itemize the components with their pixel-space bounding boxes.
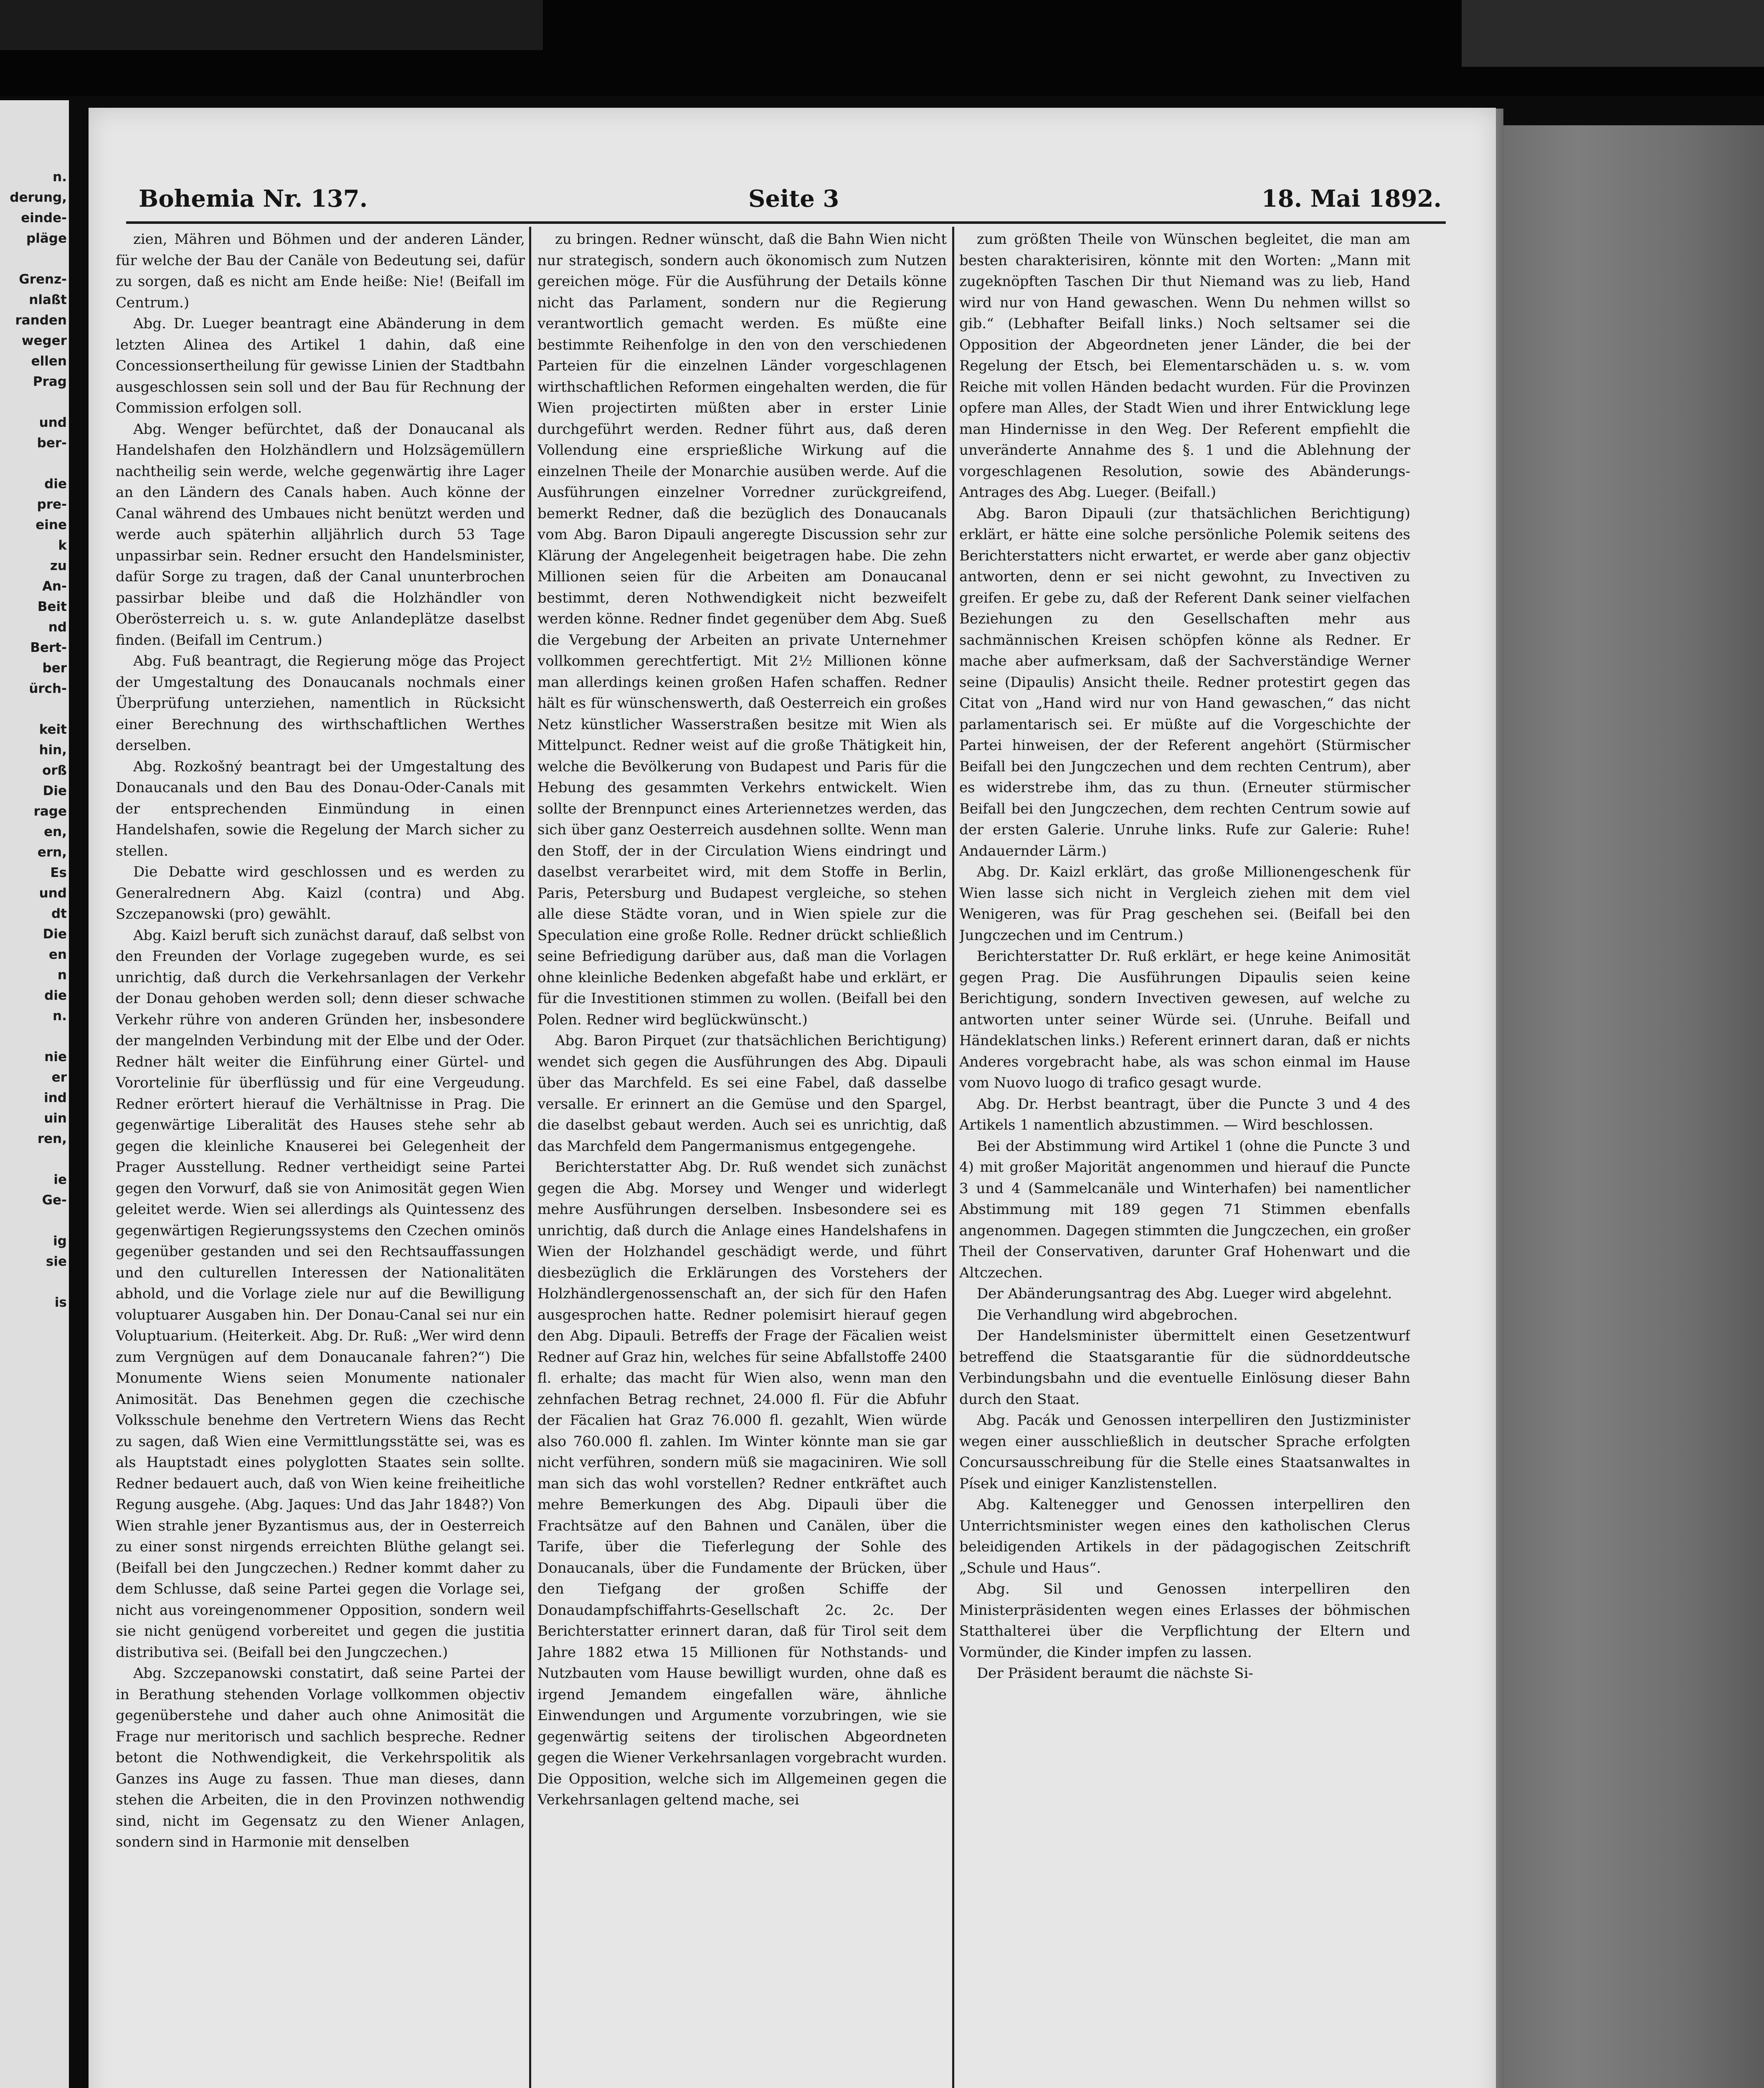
header-rule (126, 221, 1446, 224)
adjacent-page-line: die (44, 988, 67, 1003)
scan-top-shadow (0, 0, 543, 50)
adjacent-page-line: nd (48, 620, 67, 635)
article-paragraph: Abg. Baron Pirquet (zur thatsächlichen Berichtigung) wendet sich gegen die Ausführungen des Abg. Dipauli über das Marchfeld. Es sei eine Fabel, daß dasselbe versalle. Er erinnert an die Gemüse und den Spargel, die daselbst gebaut werden. Auch sei es unrichtig, daß das Marchfeld dem Pangermanismus entgegengehe. (537, 1032, 947, 1155)
text-column-3 (959, 229, 1410, 2088)
adjacent-page-line: Prag (33, 374, 67, 389)
column-divider-1 (529, 227, 531, 2088)
article-paragraph: Die Verhandlung wird abgebrochen. (977, 1306, 1238, 1323)
adjacent-page-line: randen (15, 313, 67, 328)
adjacent-page-line: er (51, 1070, 67, 1085)
adjacent-page-line (0, 1211, 67, 1231)
page-number: Seite 3 (748, 185, 839, 213)
article-paragraph: Abg. Dr. Herbst beantragt, über die Puncte 3 und 4 des Artikels 1 namentlich abzustimmen. — Wird beschlossen. (959, 1095, 1410, 1133)
article-paragraph: Abg. Sil und Genossen interpelliren den Ministerpräsidenten wegen eines Erlasses der böhmischen Statthalterei über die Verpflichtung der Eltern und Vormünder, die Kinder impfen zu lassen. (959, 1581, 1410, 1661)
article-paragraph: zu bringen. Redner wünscht, daß die Bahn Wien nicht nur strategisch, sondern auch ökonomisch zum Nutzen gereichen möge. Für die Ausführung der Details könne nicht das Parlament, sondern nur die Regierung verantwortlich gemacht werden. Es müßte eine bestimmte Reihenfolge in den von den verschiedenen Parteien für die einzelnen Länder vorgeschlagenen wirthschaftlichen Reformen eingehalten werden, die für Wien projectirten müßten aber in erster Linie durchgeführt werden. Redner führt aus, daß deren Vollendung eine ersprießliche Wirkung auf die einzelnen Theile der Monarchie ausüben werde. Auf die Ausführungen einzelner Vorredner zurückgreifend, bemerkt Redner, daß die bezüglich des Donaucanals vom Abg. Baron Dipauli angeregte Discussion sehr zur Klärung der Angelegenheit beigetragen habe. Die zehn Millionen seien für die Arbeiten am Donaucanal bestimmt, deren Nothwendigkeit nicht bezweifelt werden könne. Redner findet gegenüber dem Abg. Sueß die Vergebung der Arbeiten an private Unternehmer vollkommen gerechtfertigt. Mit 2½ Millionen könne man allerdings keinen großen Hafen schaffen. Redner hält es für wünschenswerth, daß Oesterreich ein großes Netz künstlicher Wasserstraßen besitze mit Wien als Mittelpunct. Redner weist auf die große Thätigkeit hin, welche die Bevölkerung von Budapest und Paris für die Hebung des gesammten Verkehrs entwickelt. Wien sollte der Brennpunct eines Arteriennetzes werden, das sich über ganz Oesterreich ausdehnen sollte. Wenn man den Stoff, der in der Circulation Wiens eindringt und daselbst verarbeitet wird, mit dem Stoffe in Berlin, Paris, Petersburg und Budapest vergleiche, so stehen alle diese Städte voran, und in Wien spiele zur die Speculation eine große Rolle. Redner drückt schließlich seine Befriedigung darüber aus, daß man die Vorlagen ohne kleinliche Bedenken abgefaßt habe und erklärt, er für die Investitionen stimmen zu wollen. (Beifall bei den Polen. Redner wird beglückwünscht.) (537, 231, 947, 1028)
adjacent-page-line: Die (43, 927, 67, 942)
article-paragraph: Abg. Kaltenegger und Genossen interpelliren den Unterrichtsminister wegen eines den katholischen Clerus beleidigenden Artikels in der pädagogischen Zeitschrift „Schule und Haus“. (959, 1496, 1410, 1576)
adjacent-page-line: dt (51, 906, 67, 921)
article-paragraph: Abg. Fuß beantragt, die Regierung möge das Project der Umgestaltung des Donaucanals nochmals einer Überprüfung unterziehen, namentlich in Rücksicht einer Berechnung des wirthschaftlichen Werthes derselben. (116, 653, 525, 754)
adjacent-page-line: n. (53, 170, 67, 185)
adjacent-page-line (0, 1026, 67, 1047)
adjacent-page-line: An- (42, 579, 67, 594)
adjacent-page-line: Beit (37, 599, 67, 614)
adjacent-page-line: nie (44, 1049, 67, 1064)
adjacent-page-line: hin, (39, 742, 67, 758)
adjacent-page-line: is (54, 1295, 67, 1310)
adjacent-page-line: pläge (26, 231, 67, 246)
adjacent-page-line: n (57, 968, 67, 983)
article-paragraph: Abg. Wenger befürchtet, daß der Donaucanal als Handelshafen den Holzhändlern und Holzsägemüllern nachtheilig sein werde, welche gegenwärtig ihre Lager an den Ländern des Canals haben. Auch könne der Canal während des Umbaues nicht benützt werden und werde auch späterhin alljährlich durch 53 Tage unpassirbar sein. Redner ersucht den Handelsminister, dafür Sorge zu tragen, daß der Canal ununterbrochen passirbar bleibe und daß die Holzhändler von Oberösterreich u. s. w. gute Anlandeplätze daselbst finden. (Beifall im Centrum.) (116, 421, 525, 649)
article-paragraph: zien, Mähren und Böhmen und der anderen Länder, für welche der Bau der Canäle von Bedeutung sei, dafür zu sorgen, daß es nicht am Ende heiße: Nie! (Beifall im Centrum.) (116, 231, 525, 311)
newspaper-page (89, 108, 1496, 2088)
adjacent-page-line: Die (43, 783, 67, 798)
adjacent-page-line: und (39, 886, 67, 901)
adjacent-page-line: ellen (31, 354, 67, 369)
adjacent-page-line: sie (46, 1254, 67, 1269)
scan-top-right-shadow (1462, 0, 1764, 67)
article-paragraph: Berichterstatter Dr. Ruß erklärt, er hege keine Animosität gegen Prag. Die Ausführungen Dipaulis seien keine Berichtigung, sondern Invectiven gewesen, auf welche zu antworten unter seiner Würde sei. (Unruhe. Beifall und Händeklatschen links.) Referent erinnert daran, daß er nichts Anderes vorgebracht habe, als was schon einmal im Hause vom Nuovo luogo di trafico gesagt wurde. (959, 948, 1410, 1091)
adjacent-page-line: weger (21, 333, 67, 348)
column-divider-2 (952, 227, 954, 2088)
adjacent-page-line: ie (53, 1172, 67, 1187)
adjacent-page-line (0, 392, 67, 413)
adjacent-page-line: keit (39, 722, 67, 737)
adjacent-page-line (0, 454, 67, 474)
article-paragraph: zum größten Theile von Wünschen begleitet, die man am besten charakterisiren, könnte mit den Worten: „Mann mit zugeknöpften Taschen Dir thut Niemand was zu lieb, Hand wird nur von Hand gewaschen. Wenn Du nehmen willst so gib.“ (Lebhafter Beifall links.) Noch seltsamer sei die Opposition der Abgeordneten jener Länder, die bei der Regelung der Etsch, bei Elementarschäden u. s. w. vom Reiche mit vollen Händen bedacht wurden. Für die Provinzen opfere man Alles, der Stadt Wien und ihrer Entwicklung lege man Hindernisse in den Weg. Der Referent empfiehlt die unveränderte Annahme des §. 1 und die Ablehnung der vorgeschlagenen Resolution, sowie des Abänderungs-Antrages des Abg. Lueger. (Beifall.) (959, 231, 1410, 501)
adjacent-page-line: ber- (37, 436, 67, 451)
adjacent-page-fragment (0, 100, 69, 2088)
article-paragraph: Abg. Szczepanowski constatirt, daß seine Partei der in Berathung stehenden Vorlage vollkommen objectiv gegenüberstehe und daher auch ohne Animosität die Frage nur meritorisch und sachlich bespreche. Redner betont die Nothwendigkeit, die Verkehrspolitik als Ganzes ins Auge zu fassen. Thue man dieses, dann stehen die Arbeiten, die in den Provinzen nothwendig sind, nicht im Gegensatz zu den Wiener Anlagen, sondern sind in Harmonie mit denselben (116, 1665, 525, 1850)
masthead-issue: Bohemia Nr. 137. (139, 185, 368, 213)
adjacent-page-text (0, 167, 67, 1313)
adjacent-page-line: rage (33, 804, 67, 819)
adjacent-page-line: und (39, 415, 67, 430)
adjacent-page-line: Grenz- (19, 272, 67, 287)
article-paragraph: Berichterstatter Abg. Dr. Ruß wendet sich zunächst gegen die Abg. Morsey und Wenger und widerlegt mehre Ausführungen derselben. Insbesondere sei es unrichtig, daß durch die Anlage eines Handelshafens in Wien der Holzhandel geschädigt werde, und führt diesbezüglich die Erklärungen des Vorstehers der Holzhändlergenossenschaft an, der sich für den Hafen ausgesprochen hatte. Redner polemisirt hierauf gegen den Abg. Dipauli. Betreffs der Frage der Fäcalien weist Redner auf Graz hin, welches für seine Abfallstoffe 2400 fl. erhalte; das macht für Wien also, wenn man den zehnfachen Betrag rechnet, 24.000 fl. Für die Abfuhr der Fäcalien hat Graz 76.000 fl. gezahlt, Wien würde also 760.000 fl. zahlen. Im Winter könnte man sie gar nicht verführen, sondern müß sie magaciniren. Wie soll man sich das wohl vorstellen? Redner entkräftet auch mehre Bemerkungen des Abg. Dipauli über die Frachtsätze auf den Bahnen und Canälen, über die Tarife, über die Tieferlegung der Sohle des Donaucanals, über die Fundamente der Brücken, über den Tiefgang der großen Schiffe der Donaudampfschiffahrts-Gesellschaft 2c. 2c. Der Berichterstatter erinnert daran, daß für Tirol seit dem Jahre 1882 etwa 15 Millionen für Nothstands- und Nutzbauten vom Hause bewilligt wurden, ohne daß es irgend Jemandem eingefallen wäre, ähnliche Einwendungen und Argumente vorzubringen, wie sie gegenwärtig seitens der tirolischen Abgeordneten gegen die Wiener Verkehrsanlagen vorgebracht wurden. Die Opposition, welche sich im Allgemeinen gegen die Verkehrsanlagen geltend mache, sei (537, 1159, 947, 1808)
adjacent-page-line: ern, (37, 845, 67, 860)
article-paragraph: Die Debatte wird geschlossen und es werden zu Generalrednern Abg. Kaizl (contra) und Abg. Szczepanowski (pro) gewählt. (116, 864, 525, 922)
adjacent-page-line: zu (50, 558, 67, 573)
adjacent-page-line: ig (53, 1234, 67, 1249)
article-paragraph: Bei der Abstimmung wird Artikel 1 (ohne die Puncte 3 und 4) mit großer Majorität angenommen und hierauf die Puncte 3 und 4 (Sammelcanäle und Winterhafen) bei namentlicher Abstimmung mit 189 gegen 71 Stimmen ebenfalls angenommen. Dagegen stimmten die Jungczechen, ein großer Theil der Conservativen, darunter Graf Hohenwart und die Altczechen. (959, 1138, 1410, 1281)
article-paragraph: Abg. Kaizl beruft sich zunächst darauf, daß selbst von den Freunden der Vorlage zugegeben wurde, es sei unrichtig, daß durch die Verkehrsanlagen der Verkehr der Donau gehoben werden soll; denn dieser schwache Verkehr rühre von anderen Gründen her, insbesondere der mangelnden Verbindung mit der Elbe und der Oder. Redner hält weiter die Einführung einer Gürtel- und Vorortelinie für überflüssig und für eine Vergeudung. Redner erörtert hierauf die Verhältnisse in Prag. Die gegenwärtige Liberalität des Hauses stehe sehr ab gegen die kleinliche Knauserei bei Gelegenheit der Prager Ausstellung. Redner vertheidigt seine Partei gegen den Vorwurf, daß sie von Animosität gegen Wien geleitet werde. Wien sei allerdings als Quintessenz des gegenwärtigen Regierungssystems den Czechen ominös gegenüber gestanden und sei den Rechtsauffassungen und den culturellen Interessen der Nationalitäten abhold, und die Vorlage ziele nur auf die Bewilligung voluptuarer Ausgaben hin. Der Donau-Canal sei nur ein Voluptuarium. (Heiterkeit. Abg. Dr. Ruß: „Wer wird denn zum Vergnügen auf dem Donaucanale fahren?“) Die Monumente Wiens seien Monumente nationaler Animosität. Das Benehmen gegen die czechische Volksschule benehme den Vertretern Wiens das Recht zu sagen, daß Wien eine Vermittlungsstätte sei, was es als Hauptstadt eines polyglotten Staates sein sollte. Redner bedauert auch, daß von Wien keine freiheitliche Regung ausgehe. (Abg. Jaques: Und das Jahr 1848?) Von Wien strahle jener Byzantismus aus, der in Oesterreich zu einer sonst nirgends erreichten Blüthe gelangt sei. (Beifall bei den Jungczechen.) Redner kommt daher zu dem Schlusse, daß seine Partei gegen die Vorlage sei, nicht aus voreingenommener Opposition, sondern weil sie nicht genügend vorbereitet und gegen die justitia distributiva sei. (Beifall bei den Jungczechen.) (116, 927, 525, 1661)
adjacent-page-line (0, 1272, 67, 1292)
issue-date: 18. Mai 1892. (1261, 185, 1442, 213)
adjacent-page-line: k (58, 538, 67, 553)
article-paragraph: Abg. Rozkošný beantragt bei der Umgestaltung des Donaucanals und den Bau des Donau-Oder-Canals mit der entsprechenden Einmündung in einen Handelshafen, sowie die Regelung der March sicher zu stellen. (116, 758, 525, 859)
adjacent-page-line: nlaßt (29, 292, 67, 307)
article-paragraph: Abg. Dr. Kaizl erklärt, das große Millionengeschenk für Wien lasse sich nicht in Vergleich ziehen mit dem viel Wenigeren, was für Prag geschehen sei. (Beifall bei den Jungczechen und im Centrum.) (959, 864, 1410, 944)
adjacent-page-line: eine (35, 517, 67, 532)
adjacent-page-line: einde- (21, 210, 67, 226)
adjacent-page-line: ürch- (29, 681, 67, 696)
text-column-1 (116, 229, 525, 2088)
adjacent-page-line (0, 1149, 67, 1170)
article-paragraph: Der Handelsminister übermittelt einen Gesetzentwurf betreffend die Staatsgarantie für die südnorddeutsche Verbindungsbahn und die eventuelle Einlösung dieser Bahn durch den Staat. (959, 1328, 1410, 1408)
adjacent-page-line: ber (42, 661, 67, 676)
adjacent-page-line: orß (42, 763, 67, 778)
adjacent-page-line: uin (44, 1111, 67, 1126)
scan-right-background (1497, 125, 1764, 2088)
adjacent-page-line: n. (53, 1009, 67, 1024)
adjacent-page-line (0, 699, 67, 720)
adjacent-page-line: Ge- (42, 1193, 67, 1208)
article-paragraph: Der Präsident beraumt die nächste Si- (977, 1665, 1253, 1682)
adjacent-page-line: ren, (37, 1131, 67, 1146)
article-paragraph: Abg. Dr. Lueger beantragt eine Abänderung in dem letzten Alinea des Artikel 1 dahin, daß eine Concessionsertheilung für gewisse Linien der Stadtbahn ausgeschlossen sein soll und der Bau für Rechnung der Commission erfolgen soll. (116, 315, 525, 416)
adjacent-page-line: pre- (37, 497, 67, 512)
article-paragraph: Der Abänderungsantrag des Abg. Lueger wird abgelehnt. (977, 1285, 1392, 1302)
adjacent-page-line: die (44, 476, 67, 492)
adjacent-page-line (0, 249, 67, 269)
page-header (139, 181, 1442, 218)
adjacent-page-line: ind (44, 1090, 67, 1105)
adjacent-page-line: Bert- (30, 640, 67, 655)
article-paragraph: Abg. Pacák und Genossen interpelliren den Justizminister wegen einer ausschließlich in deutscher Sprache erfolgten Concursausschreibung für die Stelle eines Staatsanwaltes in Písek und einiger Kanzlistenstellen. (959, 1412, 1410, 1492)
adjacent-page-line: derung, (10, 190, 67, 205)
adjacent-page-line: en (48, 947, 67, 962)
adjacent-page-line: Es (50, 865, 67, 880)
article-paragraph: Abg. Baron Dipauli (zur thatsächlichen Berichtigung) erklärt, er hätte eine solche persönliche Polemik seitens des Berichterstatters nicht erwartet, er werde aber ganz objectiv antworten, denn er sei nicht gewohnt, zu Invectiven zu greifen. Er gebe zu, daß der Referent Dank seiner vielfachen Beziehungen zu den Gesellschaften mehr aus sachmännischen Kreisen schöpfen könne als Redner. Er mache aber aufmerksam, daß der Sachverständige Werner seine (Dipaulis) Ansicht theile. Redner protestirt gegen das Citat von „Hand wird nur von Hand gewaschen,“ das nicht parlamentarisch sei. Er müßte auf die Vorgeschichte der Partei hinweisen, der der Referent angehört (Stürmischer Beifall bei den Jungczechen und dem rechten Centrum), aber es widerstrebe ihm, das zu thun. (Erneuter stürmischer Beifall bei den Jungczechen, dem rechten Centrum sowie auf der ersten Galerie. Unruhe links. Rufe zur Galerie: Ruhe! Andauernder Lärm.) (959, 505, 1410, 859)
text-column-2 (537, 229, 947, 2088)
adjacent-page-line: en, (44, 824, 67, 839)
